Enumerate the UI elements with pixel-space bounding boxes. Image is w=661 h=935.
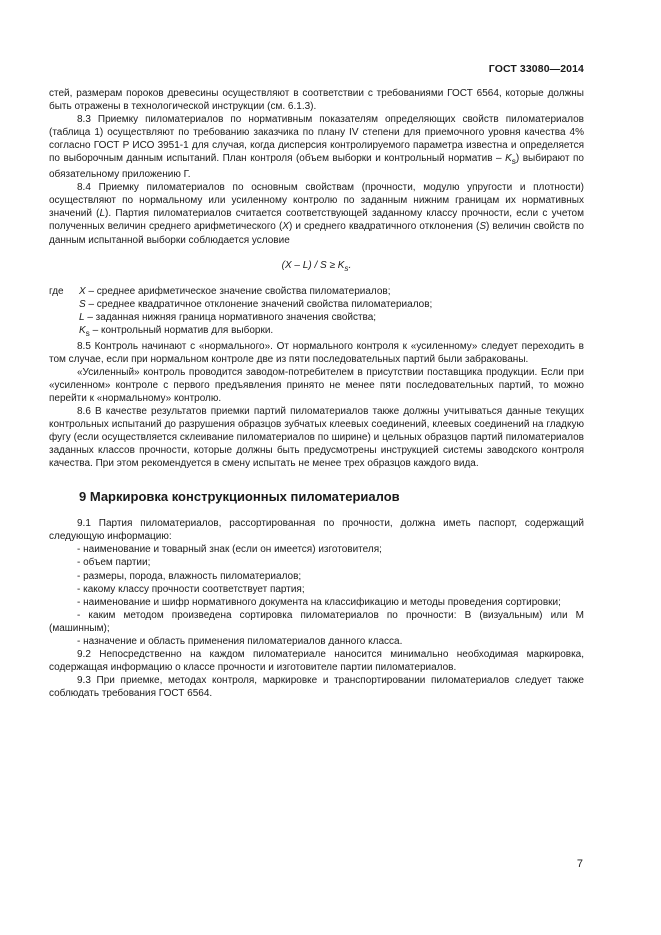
paragraph-8-3: 8.3 Приемку пиломатериалов по нормативным показателям определяющих свойств пиломатериалов (таблица 1) осуществляют по требованию заказчика по плану IV степени для приемочного уровня качества 4% согласно ГОСТ Р ИСО 3951-1 для случая, когда дисперсия контролируемого параметра известна и определяется по выборочным данным испытаний. План контроля (объем выборки и контрольный норматив – $K_s$) выбирают по обязательному приложению Г.: [49, 114, 584, 181]
paragraph-8-5-continued: «Усиленный» контроль проводится заводом-потребителем в присутствии поставщика продукции. Если при «усиленном» контроле с первого предъявления принято не менее пяти последовательных партий, то можно перейти к «нормальному» контролю.: [49, 366, 584, 404]
list-item: - какому классу прочности соответствует партия;: [77, 583, 305, 595]
list-item: - размеры, порода, влажность пиломатериалов;: [77, 570, 302, 582]
where-l: L – заданная нижняя граница нормативного значения свойства;: [79, 311, 377, 323]
paragraph-8-6: 8.6 В качестве результатов приемки партий пиломатериалов также должны учитываться данные текущих контрольных испытаний до разрушения образцов зубчатых клеевых соединений, клеевых соединений на гладкую фугу (если осуществляется склеивание пиломатериалов по ширине) и цельных образцов партий пиломатериалов заданных классов прочности, которые должны быть предусмотрены инструкцией системы заводского контроля качества. При этом рекомендуется в смену испытать не менее трех образцов каждого вида.: [49, 406, 584, 470]
paragraph-9-3: 9.3 При приемке, методах контроля, маркировке и транспортировании пиломатериалов следует также соблюдать требования ГОСТ 6564.: [49, 674, 584, 699]
paragraph-9-2: 9.2 Непосредственно на каждом пиломатериале наносится минимально необходимая маркировка, содержащая информацию о классе прочности и изготовителе партии пиломатериалов.: [49, 648, 584, 673]
page-number: 7: [576, 858, 583, 870]
paragraph-9-1: 9.1 Партия пиломатериалов, рассортированная по прочности, должна иметь паспорт, содержащий следующую информацию:: [49, 518, 584, 543]
list-item: - каким методом произведена сортировка пиломатериалов по прочности: В (визуальным) или М (машинным);: [49, 609, 584, 634]
paragraph-8-5: 8.5 Контроль начинают с «нормального». От нормального контроля к «усиленному» следует переходить в том случае, если при нормальном контроле две из пяти последовательных партий были забракованы.: [49, 340, 584, 365]
paragraph-8-4: 8.4 Приемку пиломатериалов по основным свойствам (прочности, модулю упругости и плотности) осуществляют по нормальному или усиленному контролю по заданным нижним границам их нормативных значений (L). Партия пиломатериалов считается соответствующей заданному классу прочности, если с учетом полученных величин среднего арифметического (X) и среднего квадратичного отклонения (S) величин свойств по данным испытанной выборки соблюдается условие: [49, 182, 584, 246]
section-9-title: 9 Маркировка конструкционных пиломатериалов: [79, 489, 400, 505]
where-k: $K_s$ – контрольный норматив для выборки.: [79, 324, 274, 338]
page-body: [49, 87, 584, 700]
list-item: - наименование и шифр нормативного документа на классификацию и методы проведения сортировки;: [77, 596, 561, 608]
paragraph-continuation: стей, размерам пороков древесины осуществляют в соответствии с требованиями ГОСТ 6564, которые должны быть отражены в технологической инструкции (см. 6.1.3).: [49, 88, 584, 113]
formula: $(X - L) / S \ge K_s$.: [281, 259, 352, 273]
standard-header: ГОСТ 33080—2014: [488, 63, 584, 75]
where-x: где X – среднее арифметическое значение свойства пиломатериалов;: [49, 285, 391, 297]
list-item: - наименование и товарный знак (если он имеется) изготовителя;: [77, 544, 382, 556]
list-item: - объем партии;: [77, 557, 151, 569]
list-item: - назначение и область применения пиломатериалов данного класса.: [77, 635, 403, 647]
where-s: S – среднее квадратичное отклонение значений свойства пиломатериалов;: [79, 298, 433, 310]
